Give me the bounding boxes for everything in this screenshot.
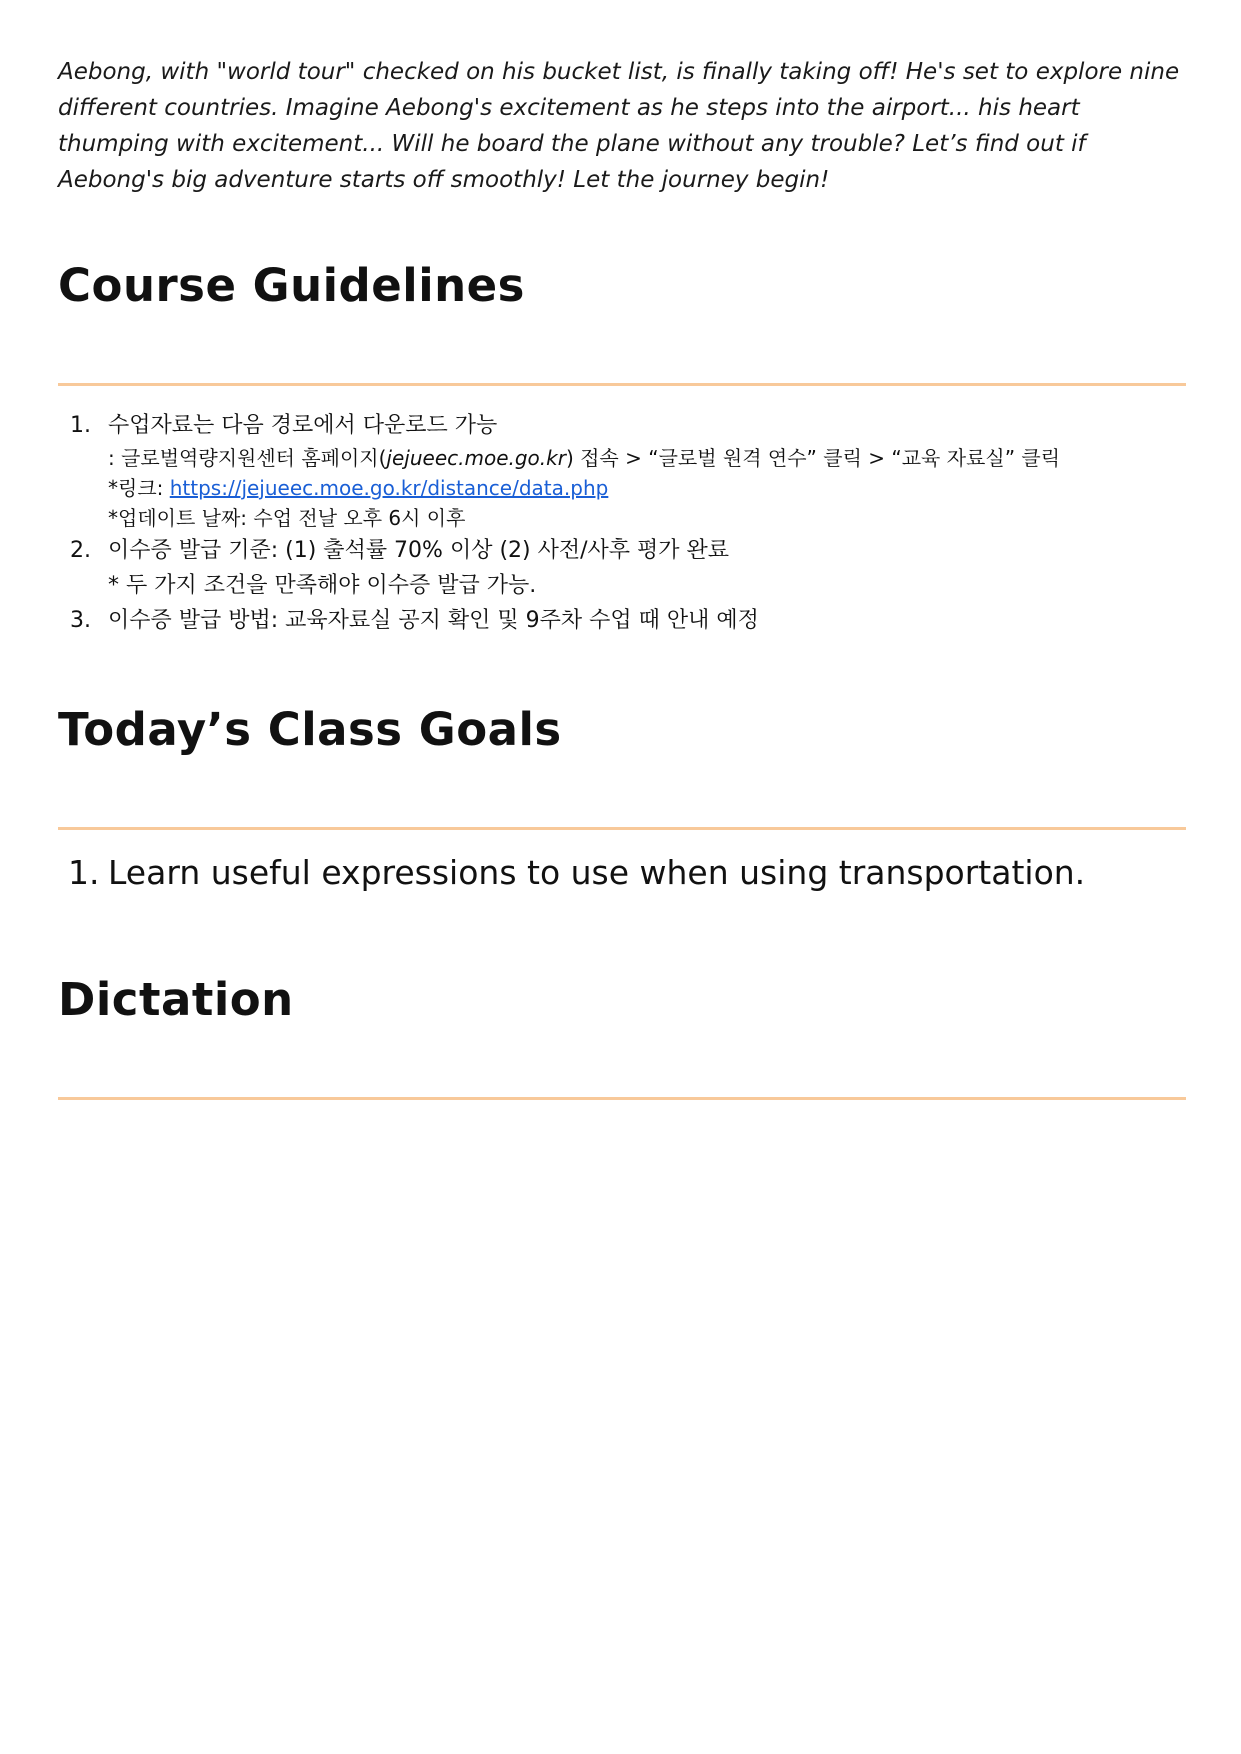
guideline-link-line xyxy=(108,473,1186,503)
path-prefix: : 글로벌역량지원센터 홈페이지( xyxy=(108,446,387,470)
guideline-update-time: *업데이트 날짜: 수업 전날 오후 6시 이후 xyxy=(108,506,466,530)
class-goals-heading: Today’s Class Goals xyxy=(58,703,562,756)
intro-paragraph: Aebong, with "world tour" checked on his bucket list, is finally taking off! He's set to explore nine different countries. Imagine Aebong's excitement as he steps into the airport... his heart thumping with excitement... Will he board the plane without any trouble? Let’s find out if Aebong's big adventure starts off smoothly! Let the journey begin! xyxy=(58,59,1180,193)
data-download-link[interactable]: https://jejueec.moe.go.kr/distance/data.php xyxy=(169,476,609,500)
class-goals-divider xyxy=(58,827,1186,830)
list-number: 1. xyxy=(68,853,100,892)
guideline-certificate-method: 이수증 발급 방법: 교육자료실 공지 확인 및 9주차 수업 때 안내 예정 xyxy=(108,608,759,633)
guidelines-list xyxy=(58,408,1186,638)
list-number: 2. xyxy=(70,538,91,563)
site-name: jejueec.moe.go.kr xyxy=(386,446,566,470)
list-number: 1. xyxy=(70,413,91,438)
link-label: *링크: xyxy=(108,476,170,500)
list-item xyxy=(58,603,1186,638)
list-item xyxy=(58,850,1186,896)
guideline-download-text: 수업자료는 다음 경로에서 다운로드 가능 xyxy=(108,413,498,438)
dictation-heading: Dictation xyxy=(58,973,294,1026)
list-item xyxy=(58,533,1186,603)
course-guidelines-heading: Course Guidelines xyxy=(58,259,525,312)
guideline-path xyxy=(108,443,1186,473)
goal-text: Learn useful expressions to use when using transportation. xyxy=(108,853,1086,892)
course-guidelines-divider xyxy=(58,383,1186,386)
guideline-certificate-note: * 두 가지 조건을 만족해야 이수증 발급 가능. xyxy=(108,573,537,598)
path-suffix: ) 접속 > “글로벌 원격 연수” 클릭 > “교육 자료실” 클릭 xyxy=(565,446,1061,470)
list-number: 3. xyxy=(70,608,91,633)
goals-list xyxy=(58,850,1186,896)
list-item xyxy=(58,408,1186,533)
dictation-divider xyxy=(58,1097,1186,1100)
guideline-certificate-criteria: 이수증 발급 기준: (1) 출석률 70% 이상 (2) 사전/사후 평가 완료 xyxy=(108,538,730,563)
